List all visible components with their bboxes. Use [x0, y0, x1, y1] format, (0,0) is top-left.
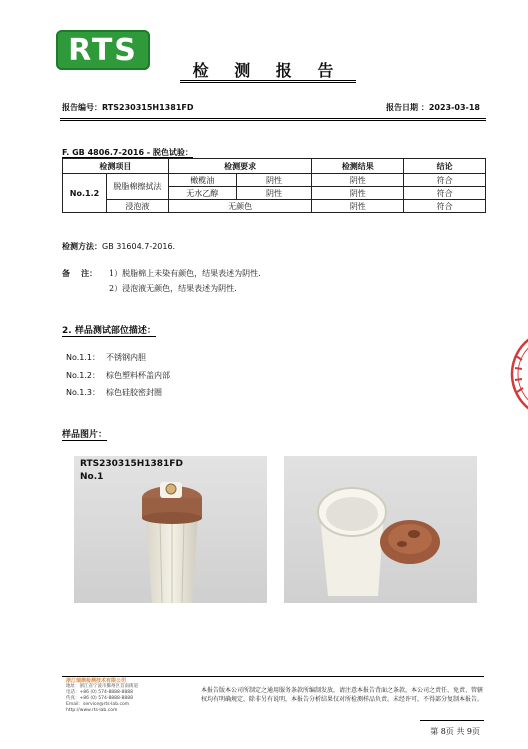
footer-address: 地址：浙江省宁波市鄞州区首南街道: [66, 684, 138, 689]
report-date: [386, 102, 480, 113]
footer-email: Email：service@rts-lab.com: [66, 702, 130, 707]
header-result: 检测结果: [312, 159, 404, 174]
position-description: 不锈钢内胆: [106, 353, 146, 362]
test-method-label: 检测方法：: [62, 242, 102, 251]
item-number-cell: No.1.2: [63, 174, 107, 213]
report-date-label: 报告日期 ：: [386, 103, 429, 112]
position-description: 棕色塑料杯盖内部: [106, 371, 170, 380]
page-number-rule: [420, 720, 484, 721]
requirement-b-cell: 阴性: [236, 174, 312, 187]
position-number: No.1.3：: [66, 388, 101, 397]
table-header-row: [63, 159, 486, 174]
soak-requirement-cell: 无颜色: [168, 200, 312, 213]
footer-website: http://www.rts-lab.com: [66, 708, 118, 713]
remark-line-2: 2）浸泡液无颜色，结果表述为阴性.: [109, 284, 237, 293]
title-underline: [180, 80, 356, 81]
photo-label-report-number: RTS230315H1381FD: [80, 459, 183, 469]
remarks-label: 备 注：: [62, 269, 98, 278]
cup-open-illustration: [284, 456, 477, 603]
soak-item-cell: 浸泡液: [106, 200, 168, 213]
result-cell: 阴性: [312, 200, 404, 213]
section-2-heading: 2. 样品测试部位描述：: [62, 323, 156, 337]
company-logo: [56, 30, 150, 70]
result-cell: 阴性: [312, 187, 404, 200]
position-description: 棕色硅胶密封圈: [106, 388, 162, 397]
header-divider: [60, 118, 486, 119]
requirement-b-cell: 阴性: [236, 187, 312, 200]
footer-phone: 电话：+86 (0) 574-8888-8888: [66, 690, 133, 695]
report-date-value: 2023-03-18: [428, 103, 480, 112]
sample-photo-1: [74, 456, 267, 603]
report-number: [62, 102, 193, 113]
result-cell: 阴性: [312, 174, 404, 187]
stamp-seal: [508, 326, 528, 422]
section-f-title: 脱色试验：: [152, 148, 193, 157]
conclusion-cell: 符合: [404, 187, 486, 200]
results-table: [62, 158, 486, 213]
header-conclusion: 结论: [404, 159, 486, 174]
sample-photos-heading: 样品图片：: [62, 427, 107, 441]
footer-divider: [62, 676, 484, 677]
section-f-heading: [62, 147, 193, 158]
title-underline-2: [180, 82, 356, 83]
footer-company-info: [66, 678, 138, 714]
section-f-prefix: F. GB 4806.7-2016 -: [62, 148, 153, 157]
method-cell: 脱脂棉擦拭法: [106, 174, 168, 200]
logo-text: RTS: [68, 32, 138, 68]
remark-line-1: 1）脱脂棉上未染有颜色，结果表述为阴性.: [109, 269, 261, 278]
table-row: [63, 174, 486, 187]
footer-fax: 传真：+86 (0) 574-8888-8888: [66, 696, 133, 701]
test-method-value: GB 31604.7-2016.: [102, 242, 176, 251]
position-number: No.1.1：: [66, 353, 101, 362]
sample-photo-2: [284, 456, 477, 603]
photo-label-sample-number: No.1: [80, 472, 104, 482]
header-requirement: 检测要求: [168, 159, 312, 174]
test-method: [62, 241, 175, 252]
conclusion-cell: 符合: [404, 200, 486, 213]
header-divider-2: [60, 120, 486, 121]
requirement-a-cell: 无水乙醇: [168, 187, 236, 200]
footer-company-name: 浙江瑞鼎检测技术有限公司: [66, 678, 127, 684]
requirement-a-cell: 橄榄油: [168, 174, 236, 187]
header-item: 检测项目: [63, 159, 169, 174]
page-title: 检 测 报 告: [192, 61, 344, 80]
conclusion-cell: 符合: [404, 174, 486, 187]
report-number-label: 报告编号：: [62, 103, 102, 112]
footer-disclaimer: 本报告版本公司所制定之通用服务条款所编制发放，请注意本报告背面之条款，本公司之责任、免责、管辖权均有明确规定，除非另有说明，本报告分析结果仅对所检测样品负责。未经许可，不得部分复制本报告。: [201, 687, 484, 703]
report-number-value: RTS230315H1381FD: [102, 103, 194, 112]
table-row: [63, 200, 486, 213]
page-number: 第 8页 共 9页: [430, 727, 480, 736]
position-number: No.1.2：: [66, 371, 101, 380]
